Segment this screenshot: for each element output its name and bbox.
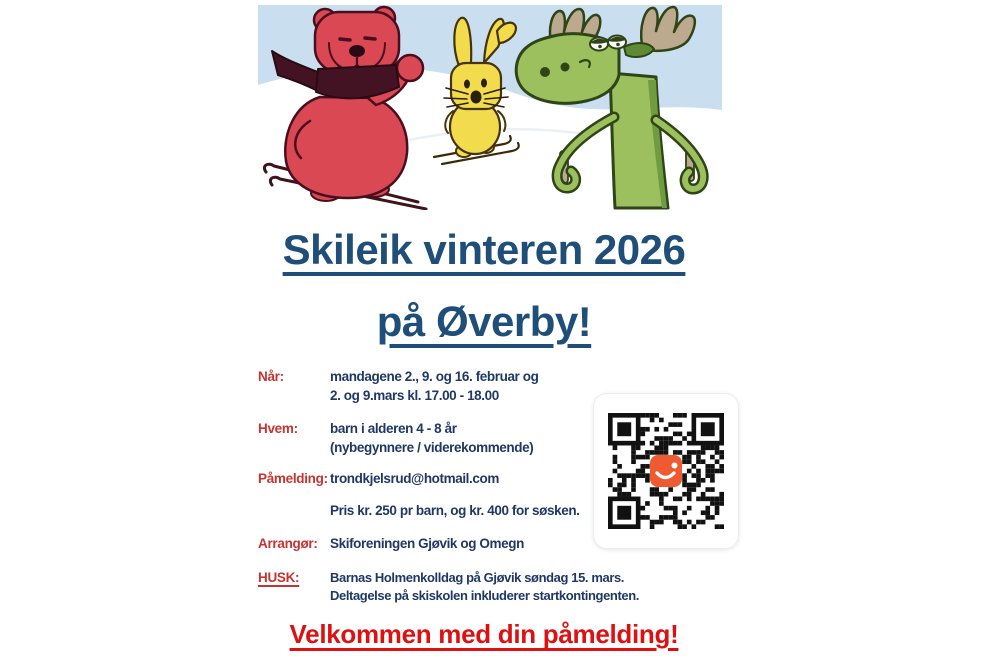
when-value bbox=[330, 367, 538, 405]
remember-line-1: Barnas Holmenkolldag på Gjøvik søndag 15. mars. bbox=[330, 570, 625, 585]
info-row-remember bbox=[258, 569, 738, 605]
who-label: Hvem: bbox=[258, 421, 298, 436]
title-text-1: Skileik vinteren 2026 bbox=[282, 226, 686, 273]
who-line-2: (nybegynnere / viderekommende) bbox=[330, 440, 534, 455]
page-title-line1 bbox=[0, 226, 968, 274]
price-value: Pris kr. 250 pr barn, og kr. 400 for søsken. bbox=[330, 503, 580, 518]
title-text-2: på Øverby! bbox=[376, 298, 592, 345]
who-value bbox=[330, 419, 533, 457]
remember-line-2: Deltagelse på skiskolen inkluderer startkontingenten. bbox=[330, 588, 639, 603]
registration-label: Påmelding: bbox=[258, 471, 328, 486]
footer-welcome-text: Velkommen med din påmelding! bbox=[289, 619, 679, 649]
remember-label: HUSK: bbox=[258, 570, 300, 585]
page-title-line2 bbox=[0, 298, 968, 346]
remember-value bbox=[330, 569, 639, 605]
qr-center-smiley-logo bbox=[650, 455, 682, 487]
when-line-2: 2. og 9.mars kl. 17.00 - 18.00 bbox=[330, 388, 499, 403]
organizer-value: Skiforeningen Gjøvik og Omegn bbox=[330, 536, 524, 551]
when-line-1: mandagene 2., 9. og 16. februar og bbox=[330, 369, 539, 384]
organizer-label: Arrangør: bbox=[258, 536, 318, 551]
when-label: Når: bbox=[258, 369, 284, 384]
qr-code-card bbox=[593, 393, 739, 549]
footer-welcome bbox=[0, 619, 968, 650]
illustration-svg bbox=[258, 5, 722, 210]
winter-cartoon-illustration bbox=[258, 5, 722, 210]
price-label-spacer bbox=[258, 501, 330, 520]
qr-code bbox=[608, 413, 724, 529]
who-line-1: barn i alderen 4 - 8 år bbox=[330, 421, 457, 436]
registration-email: trondkjelsrud@hotmail.com bbox=[330, 471, 499, 486]
